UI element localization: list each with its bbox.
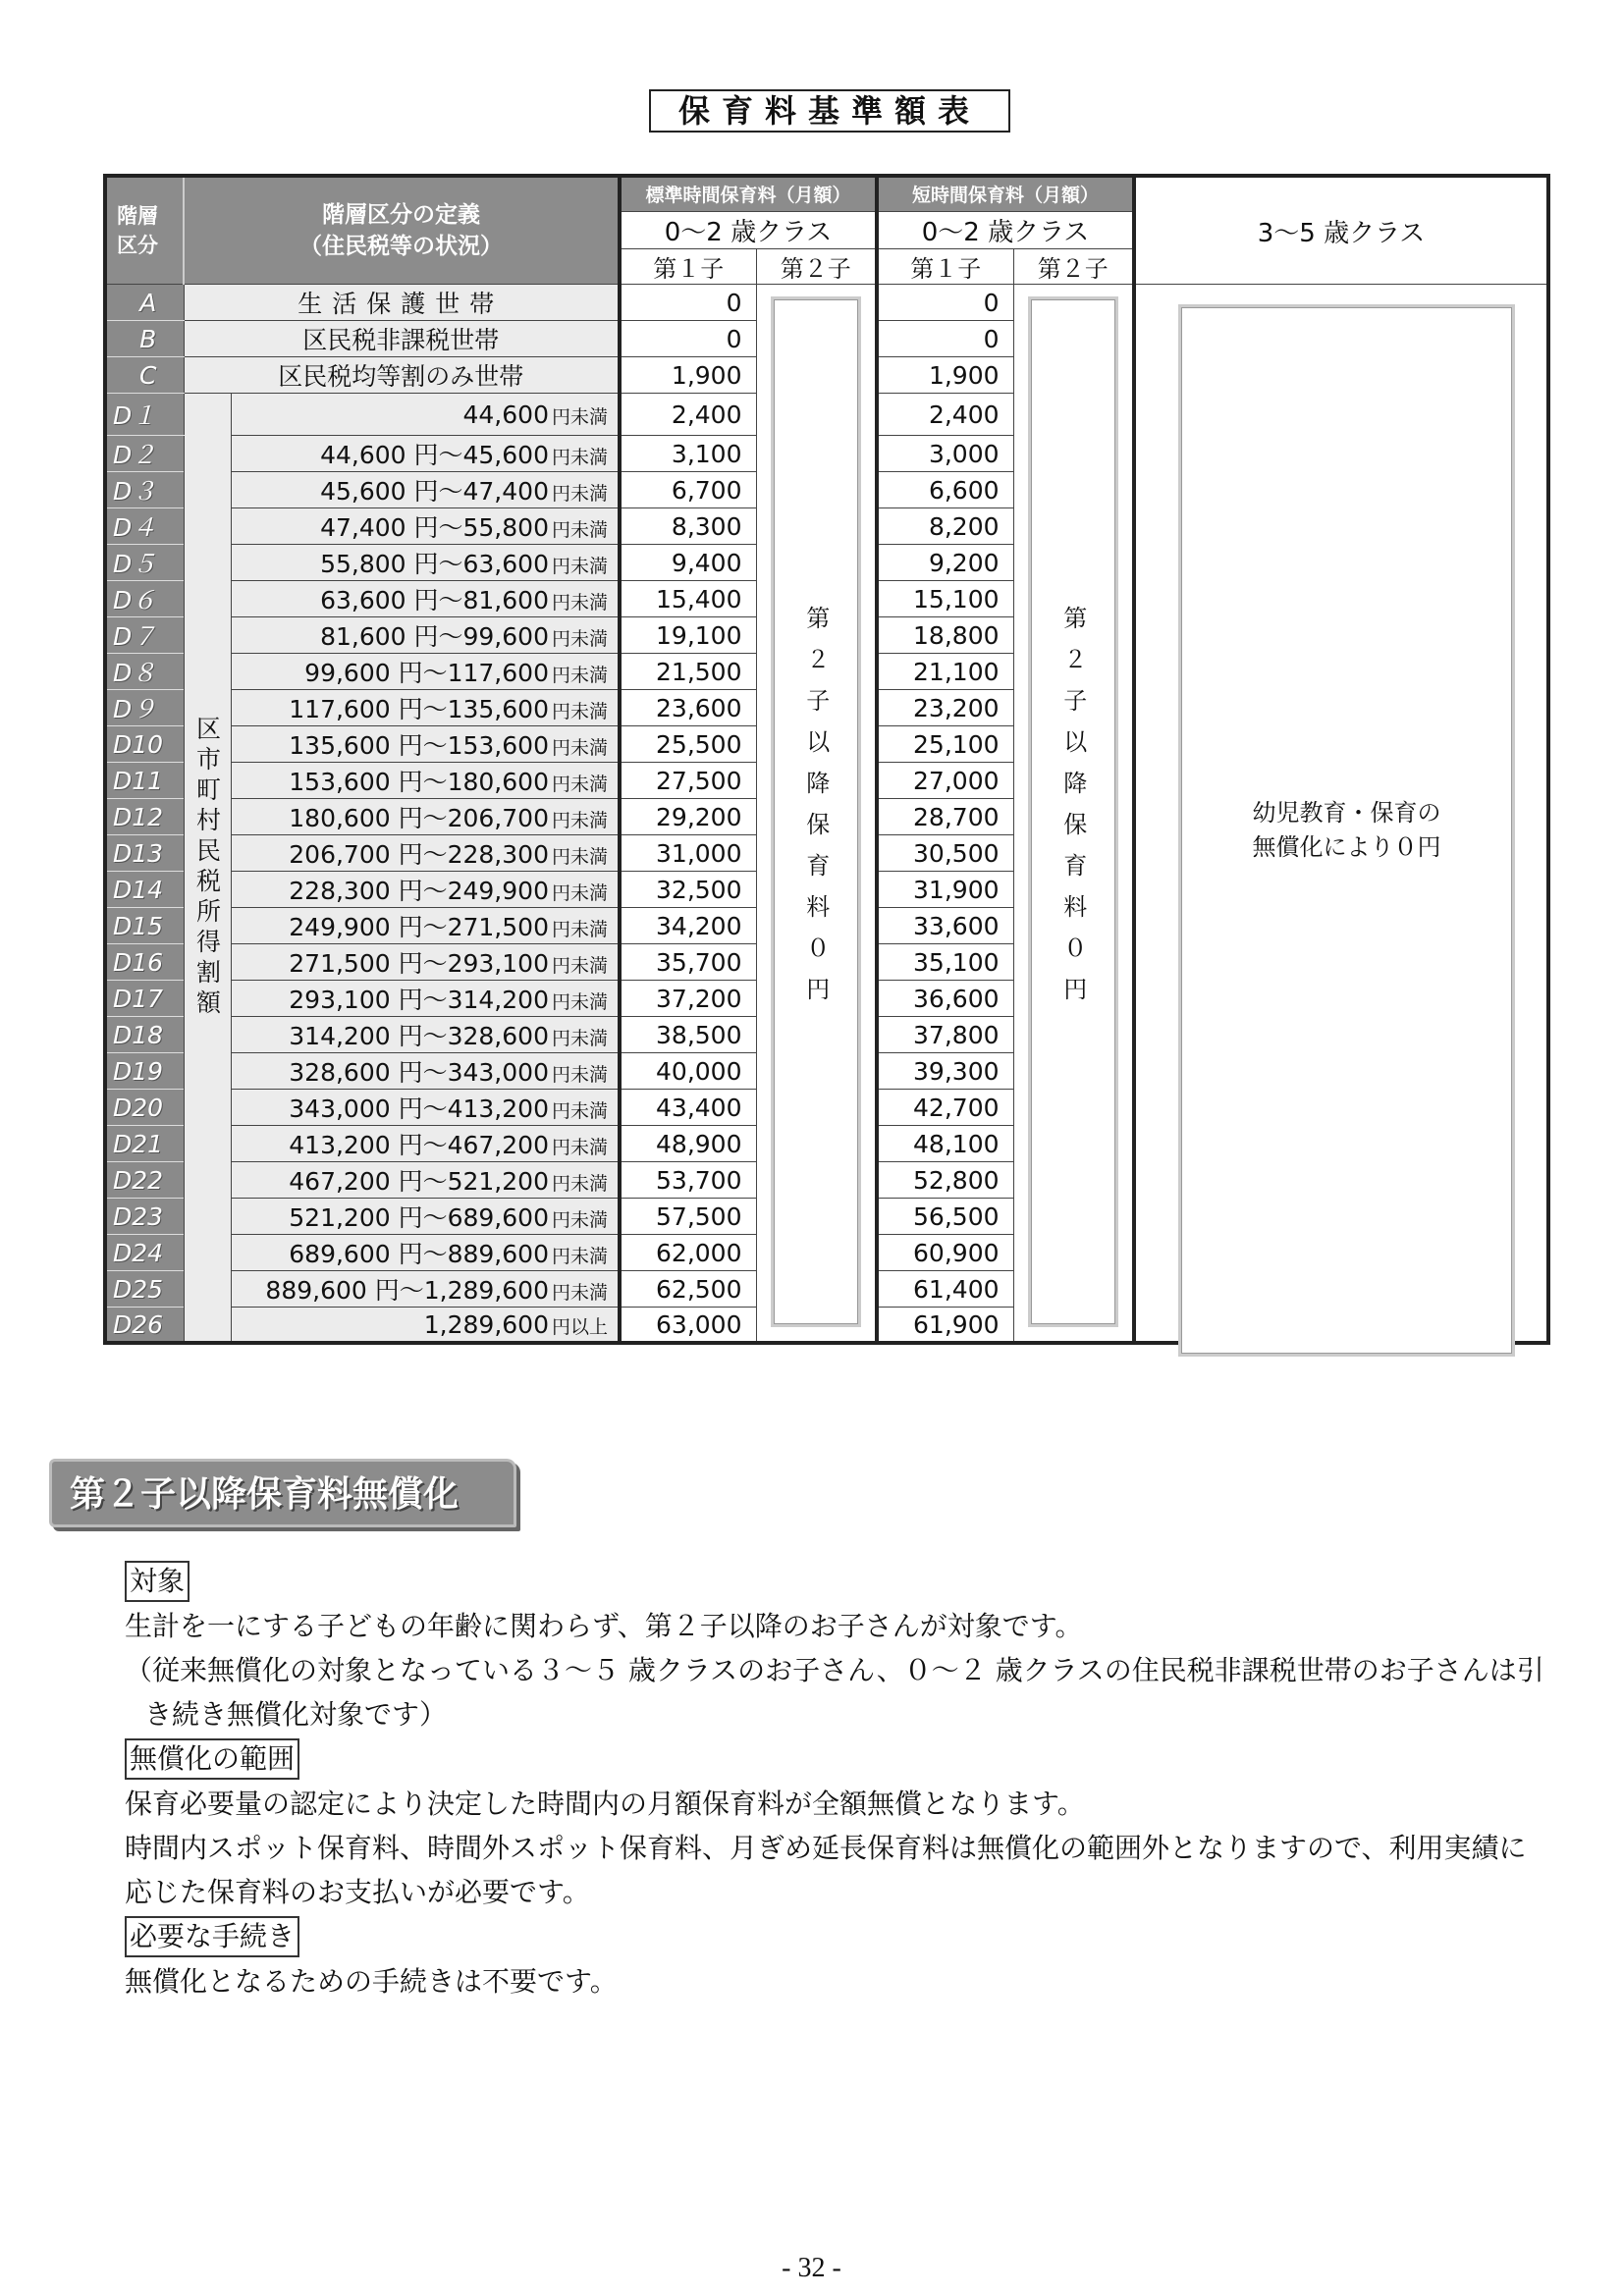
standard-first-child-fee: 9,400 (620, 545, 756, 581)
income-range-suffix: 円未満 (551, 846, 608, 868)
income-range (231, 1308, 620, 1344)
standard-first-child-fee: 53,700 (620, 1162, 756, 1199)
procedure-text: 無償化となるための手続きは不要です。 (125, 1965, 618, 1998)
target-text-2a: （従来無償化の対象となっている３～５ 歳クラスのお子さん、０～２ 歳クラスの住民税非課税世帯のお子さんは引 (125, 1654, 1544, 1686)
income-range-value: 117,600 円～135,600 (289, 695, 549, 723)
income-range-value: 44,600 円～45,600 (320, 441, 549, 469)
standard-first-child-fee: 57,500 (620, 1199, 756, 1235)
income-range (231, 581, 620, 617)
income-range (231, 1235, 620, 1271)
income-range (231, 394, 620, 436)
short-first-child-fee: 36,600 (877, 981, 1013, 1017)
income-range-value: 293,100 円～314,200 (289, 986, 549, 1014)
short-second-child-cell (1013, 285, 1134, 1344)
income-range-suffix: 円未満 (551, 1064, 608, 1086)
tier-code: D18 (105, 1017, 184, 1053)
standard-first-child-fee: 25,500 (620, 726, 756, 763)
short-class-0-2-header: 0～2 歳クラス (877, 211, 1134, 248)
income-range-value: 55,800 円～63,600 (320, 550, 549, 578)
definition-header-line2: （住民税等の状況） (299, 234, 503, 260)
income-range-suffix: 円未満 (551, 628, 608, 650)
tier-code: D21 (105, 1126, 184, 1162)
income-range (231, 799, 620, 835)
short-first-child-fee: 61,400 (877, 1271, 1013, 1308)
short-first-child-fee: 35,100 (877, 944, 1013, 981)
class-3-5-header: 3～5 歳クラス (1134, 176, 1548, 285)
short-first-child-fee: 61,900 (877, 1308, 1013, 1344)
scope-label: 無償化の範囲 (125, 1738, 299, 1780)
target-text-1: 生計を一にする子どもの年齢に関わらず、第２子以降のお子さんが対象です。 (125, 1610, 1083, 1642)
income-range-value: 47,400 円～55,800 (320, 513, 549, 542)
standard-first-child-fee: 38,500 (620, 1017, 756, 1053)
income-range-value: 135,600 円～153,600 (289, 731, 549, 760)
income-range-suffix: 円未満 (551, 1209, 608, 1231)
income-range (231, 908, 620, 944)
income-range-suffix: 円未満 (551, 1173, 608, 1195)
short-first-child-fee: 33,600 (877, 908, 1013, 944)
income-range-value: 249,900 円～271,500 (289, 913, 549, 941)
standard-first-child-fee: 32,500 (620, 872, 756, 908)
income-range-suffix: 円未満 (551, 882, 608, 904)
standard-first-child-fee: 0 (620, 285, 756, 321)
income-range-value: 889,600 円～1,289,600 (265, 1276, 549, 1305)
page-title: 保育料基準額表 (649, 89, 1010, 133)
standard-first-child-fee: 29,200 (620, 799, 756, 835)
short-first-child-fee: 18,800 (877, 617, 1013, 654)
tier-code: D15 (105, 908, 184, 944)
short-first-child-fee: 25,100 (877, 726, 1013, 763)
income-range-suffix: 円未満 (551, 701, 608, 722)
short-first-child-fee: 3,000 (877, 436, 1013, 472)
tier-code: D17 (105, 981, 184, 1017)
standard-first-child-fee: 63,000 (620, 1308, 756, 1344)
tier-code: D14 (105, 872, 184, 908)
income-range-value: 328,600 円～343,000 (289, 1058, 549, 1087)
income-range-value: 81,600 円～99,600 (320, 622, 549, 651)
tier-code: D４ (105, 508, 184, 545)
income-range (231, 1090, 620, 1126)
income-range (231, 835, 620, 872)
income-range-suffix: 円未満 (551, 1137, 608, 1158)
tier-definition: 区民税均等割のみ世帯 (184, 357, 620, 394)
income-range-suffix: 円未満 (551, 919, 608, 940)
definition-header-line1: 階層区分の定義 (322, 202, 480, 229)
income-range-suffix: 円未満 (551, 592, 608, 614)
tier-code: D２ (105, 436, 184, 472)
tier-code: D８ (105, 654, 184, 690)
tier-code: D26 (105, 1308, 184, 1344)
section-content (125, 1559, 1597, 2003)
standard-class-0-2-header: 0～2 歳クラス (620, 211, 877, 248)
income-label (184, 394, 231, 1344)
income-range (231, 1017, 620, 1053)
short-first-child-fee: 30,500 (877, 835, 1013, 872)
standard-first-child-fee: 15,400 (620, 581, 756, 617)
income-range (231, 763, 620, 799)
income-range (231, 1199, 620, 1235)
standard-first-child-fee: 48,900 (620, 1126, 756, 1162)
short-first-child-fee: 23,200 (877, 690, 1013, 726)
income-range (231, 690, 620, 726)
income-range-value: 413,200 円～467,200 (289, 1131, 549, 1159)
income-range-suffix: 円未満 (551, 991, 608, 1013)
income-range (231, 872, 620, 908)
income-range-value: 271,500 円～293,100 (289, 949, 549, 978)
income-label-text: 区市町村民税所得割額 (192, 715, 222, 1020)
income-range-value: 689,600 円～889,600 (289, 1240, 549, 1268)
tier-code: C (105, 357, 184, 394)
income-range-value: 45,600 円～47,400 (320, 477, 549, 506)
tier-code: D９ (105, 690, 184, 726)
income-range-value: 99,600 円～117,600 (304, 659, 549, 687)
income-range-suffix: 円未満 (551, 810, 608, 831)
tier-code: D11 (105, 763, 184, 799)
tier-code: D20 (105, 1090, 184, 1126)
income-range (231, 617, 620, 654)
standard-first-child-fee: 2,400 (620, 394, 756, 436)
income-range-value: 314,200 円～328,600 (289, 1022, 549, 1050)
standard-second-child-box (771, 296, 862, 1327)
tier-code: D24 (105, 1235, 184, 1271)
tier-definition: 生活保護世帯 (184, 285, 620, 321)
short-first-child-fee: 56,500 (877, 1199, 1013, 1235)
standard-first-child-fee: 37,200 (620, 981, 756, 1017)
standard-first-child-fee: 6,700 (620, 472, 756, 508)
standard-first-child-fee: 23,600 (620, 690, 756, 726)
income-range (231, 508, 620, 545)
income-range-suffix: 円以上 (551, 1315, 608, 1338)
short-first-child-fee: 28,700 (877, 799, 1013, 835)
income-range-value: 1,289,600 (423, 1309, 549, 1339)
standard-first-child-fee: 62,500 (620, 1271, 756, 1308)
short-first-child-fee: 0 (877, 285, 1013, 321)
short-first-child-fee: 37,800 (877, 1017, 1013, 1053)
short-first-child-header: 第１子 (877, 248, 1013, 285)
income-range-suffix: 円未満 (551, 1246, 608, 1267)
income-range (231, 1271, 620, 1308)
standard-first-child-fee: 34,200 (620, 908, 756, 944)
scope-text-2a: 時間内スポット保育料、時間外スポット保育料、月ぎめ延長保育料は無償化の範囲外となりますので、利用実績に (125, 1832, 1527, 1864)
tier-definition: 区民税非課税世帯 (184, 321, 620, 357)
income-range (231, 472, 620, 508)
short-first-child-fee: 2,400 (877, 394, 1013, 436)
scope-text-1: 保育必要量の認定により決定した時間内の月額保育料が全額無償となります。 (125, 1788, 1085, 1820)
tier-code: D22 (105, 1162, 184, 1199)
income-range-suffix: 円未満 (551, 447, 608, 468)
class-3-5-note (1178, 304, 1515, 1357)
standard-second-child-note: 第２子以降保育料０円 (801, 606, 830, 1019)
income-range (231, 1053, 620, 1090)
income-range-value: 206,700 円～228,300 (289, 840, 549, 869)
procedure-label: 必要な手続き (125, 1916, 299, 1957)
income-range (231, 436, 620, 472)
tier-code: D12 (105, 799, 184, 835)
tier-code: D６ (105, 581, 184, 617)
standard-second-child-header: 第２子 (756, 248, 877, 285)
income-range (231, 1126, 620, 1162)
short-first-child-fee: 0 (877, 321, 1013, 357)
standard-first-child-fee: 27,500 (620, 763, 756, 799)
standard-first-child-header: 第１子 (620, 248, 756, 285)
short-fee-header: 短時間保育料（月額） (877, 176, 1134, 211)
definition-header (184, 176, 620, 285)
short-first-child-fee: 31,900 (877, 872, 1013, 908)
class-3-5-note-line2: 無償化により０円 (1252, 833, 1441, 861)
standard-first-child-fee: 3,100 (620, 436, 756, 472)
short-second-child-note: 第２子以降保育料０円 (1058, 606, 1087, 1019)
tier-code: D５ (105, 545, 184, 581)
income-range (231, 944, 620, 981)
income-range-suffix: 円未満 (551, 519, 608, 541)
income-range (231, 654, 620, 690)
tier-code: D19 (105, 1053, 184, 1090)
tier-code: B (105, 321, 184, 357)
income-range-suffix: 円未満 (551, 774, 608, 795)
income-range-value: 521,200 円～689,600 (289, 1203, 549, 1232)
short-first-child-fee: 42,700 (877, 1090, 1013, 1126)
tier-code: D１ (105, 394, 184, 436)
income-range-value: 180,600 円～206,700 (289, 804, 549, 832)
income-range-value: 44,600 (462, 400, 549, 429)
tier-code: D７ (105, 617, 184, 654)
short-second-child-box (1028, 296, 1119, 1327)
tier-code: D13 (105, 835, 184, 872)
income-range-value: 343,000 円～413,200 (289, 1095, 549, 1123)
short-first-child-fee: 52,800 (877, 1162, 1013, 1199)
income-range-suffix: 円未満 (551, 1100, 608, 1122)
short-first-child-fee: 6,600 (877, 472, 1013, 508)
tier-code: D16 (105, 944, 184, 981)
income-range (231, 981, 620, 1017)
tier-header: 階層 区分 (105, 176, 184, 285)
short-first-child-fee: 27,000 (877, 763, 1013, 799)
tier-code: D23 (105, 1199, 184, 1235)
standard-first-child-fee: 8,300 (620, 508, 756, 545)
tier-code: A (105, 285, 184, 321)
standard-first-child-fee: 19,100 (620, 617, 756, 654)
target-label: 対象 (125, 1561, 189, 1602)
short-first-child-fee: 21,100 (877, 654, 1013, 690)
income-range-suffix: 円未満 (551, 737, 608, 759)
income-range-suffix: 円未満 (551, 955, 608, 977)
standard-first-child-fee: 31,000 (620, 835, 756, 872)
standard-first-child-fee: 62,000 (620, 1235, 756, 1271)
income-range (231, 545, 620, 581)
income-range-suffix: 円未満 (551, 665, 608, 686)
standard-first-child-fee: 40,000 (620, 1053, 756, 1090)
tier-code: D25 (105, 1271, 184, 1308)
standard-first-child-fee: 1,900 (620, 357, 756, 394)
short-first-child-fee: 60,900 (877, 1235, 1013, 1271)
income-range (231, 1162, 620, 1199)
income-range-value: 63,600 円～81,600 (320, 586, 549, 614)
income-range-value: 467,200 円～521,200 (289, 1167, 549, 1196)
income-range-suffix: 円未満 (551, 1028, 608, 1049)
short-first-child-fee: 39,300 (877, 1053, 1013, 1090)
target-text-2b: き続き無償化対象です） (144, 1698, 448, 1731)
scope-text-2b: 応じた保育料のお支払いが必要です。 (125, 1876, 590, 1908)
income-range-suffix: 円未満 (551, 483, 608, 505)
income-range-suffix: 円未満 (551, 405, 608, 428)
short-first-child-fee: 1,900 (877, 357, 1013, 394)
short-first-child-fee: 48,100 (877, 1126, 1013, 1162)
standard-first-child-fee: 21,500 (620, 654, 756, 690)
income-range-suffix: 円未満 (551, 556, 608, 577)
section-heading: 第２子以降保育料無償化 (49, 1459, 516, 1527)
short-first-child-fee: 9,200 (877, 545, 1013, 581)
tier-code: D10 (105, 726, 184, 763)
page-number: - 32 - (782, 2253, 841, 2283)
income-range-value: 153,600 円～180,600 (289, 768, 549, 796)
standard-fee-header: 標準時間保育料（月額） (620, 176, 877, 211)
standard-second-child-cell (756, 285, 877, 1344)
standard-first-child-fee: 35,700 (620, 944, 756, 981)
income-range (231, 726, 620, 763)
class-3-5-note-line1: 幼児教育・保育の (1252, 799, 1441, 827)
short-first-child-fee: 8,200 (877, 508, 1013, 545)
standard-first-child-fee: 0 (620, 321, 756, 357)
income-range-value: 228,300 円～249,900 (289, 877, 549, 905)
short-first-child-fee: 15,100 (877, 581, 1013, 617)
income-range-suffix: 円未満 (551, 1282, 608, 1304)
short-second-child-header: 第２子 (1013, 248, 1134, 285)
standard-first-child-fee: 43,400 (620, 1090, 756, 1126)
tier-code: D３ (105, 472, 184, 508)
